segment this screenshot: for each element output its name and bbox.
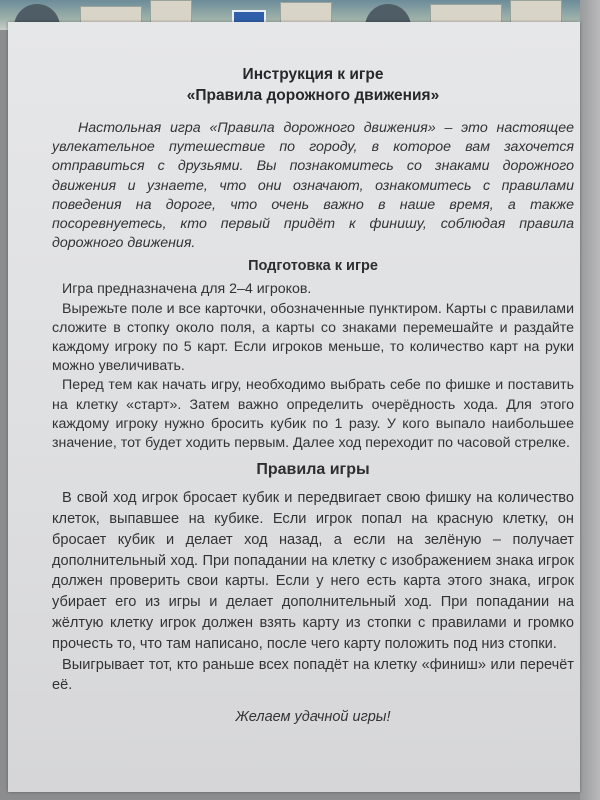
section-heading-preparation: Подготовка к игре <box>248 258 378 275</box>
section-heading-rules: Правила игры <box>256 461 370 479</box>
rules-paragraph: В свой ход игрок бросает кубик и передвигает свою фишку на количество клеток, выпавшее на кубике. Если игрок попал на красную клетку, он бросает кубик и делает ход назад, а если на зелёную – получает дополнительный ход. При попадании на клетку с изображением знака игрок должен проверить свои карты. Если у него есть карта этого знака, игрок убирает его из игры и делает дополнительный ход. При попадании на жёлтую клетку игрок должен взять карту из стопки с правилами и громко прочесть то, что там написано, после чего карту положить под низ стопки. <box>52 490 574 652</box>
intro-paragraph: Настольная игра «Правила дорожного движения» – это настоящее увлекательное путешествие по городу, в которое вам захочется отправиться с друзьями. Вы познакомитесь со знаками дорожного движения и узнаете, что они означают, ознакомитесь с правилами поведения на дороге, что очень важно в наше время, а также посоревнуетесь, кто первый придёт к финишу, соблюдая правила дорожного движения. <box>52 120 574 252</box>
title-line-1: Инструкция к игре <box>242 66 384 83</box>
preparation-paragraph: Вырежьте поле и все карточки, обозначенные пунктиром. Карты с правилами сложите в стопку около поля, а карты со знаками перемешайте и раздайте каждому игроку по 5 карт. Если игроков меньше, то количество карт на руки можно увеличивать. <box>52 300 574 375</box>
rules-paragraph: Выигрывает тот, кто раньше всех попадёт на клетку «финиш» или перечёт её. <box>52 656 574 694</box>
rules-section <box>52 459 574 696</box>
document-title <box>52 64 574 106</box>
title-line-2: «Правила дорожного движения» <box>186 87 440 104</box>
instruction-content <box>52 64 574 727</box>
background-table <box>580 0 600 800</box>
preparation-paragraph: Перед тем как начать игру, необходимо выбрать себе по фишке и поставить на клетку «старт». Затем важно определить очерёдность хода. Для этого каждому игроку нужно бросить кубик по 1 разу. У кого выпало наибольшее значение, тот будет ходить первым. Далее ход переходит по часовой стрелке. <box>52 377 574 452</box>
preparation-paragraph: Игра предназначена для 2–4 игроков. <box>62 281 312 298</box>
closing-wish: Желаем удачной игры! <box>235 709 391 726</box>
